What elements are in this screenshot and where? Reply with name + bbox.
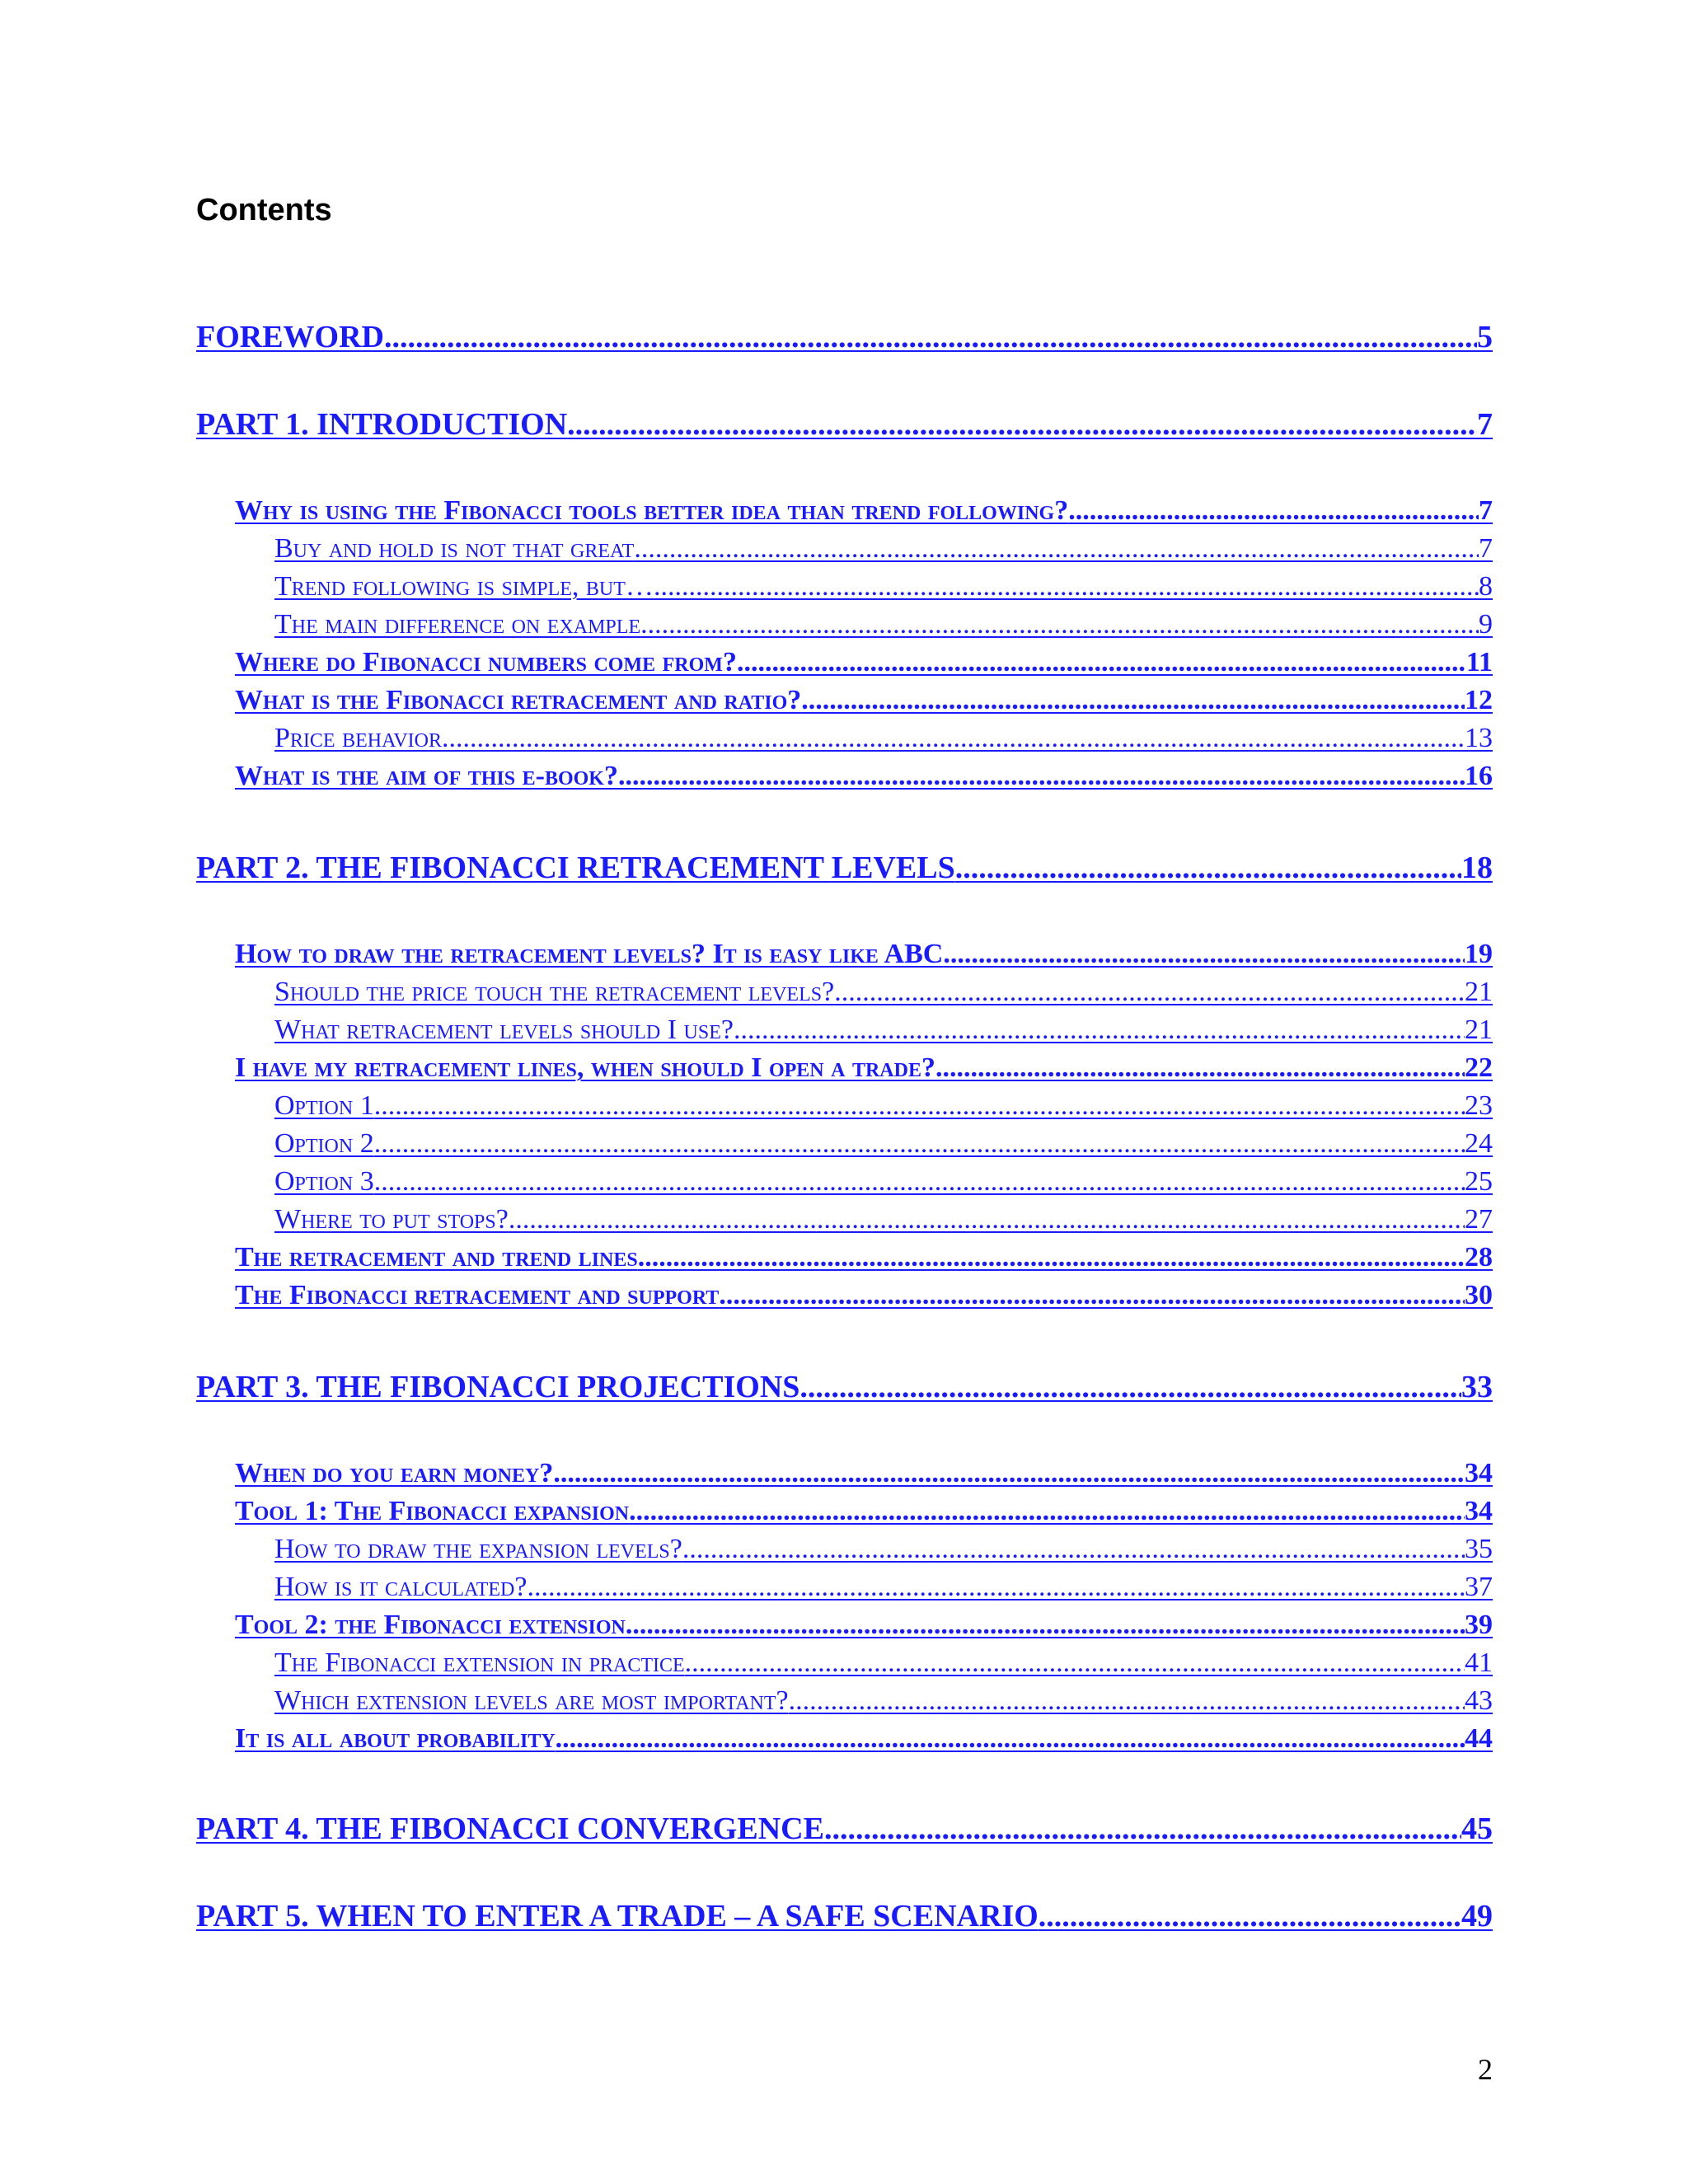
toc-entry-title: PART 5. WHEN TO ENTER A TRADE – A SAFE SCENARIO <box>196 1899 1039 1933</box>
toc-entry-page: 45 <box>1461 1811 1493 1846</box>
toc-entry-level-2 <box>0 1496 1688 1532</box>
toc-entry-page: 22 <box>1465 1052 1493 1083</box>
toc-entry-level-3 <box>0 1015 1688 1051</box>
toc-entry-page: 21 <box>1465 977 1493 1007</box>
toc-entry-title: What retracement levels should I use? <box>274 1015 734 1045</box>
toc-entry-level-2 <box>0 685 1688 721</box>
dot-leader <box>374 1166 1465 1197</box>
toc-entry-title: The Fibonacci retracement and support <box>235 1280 720 1310</box>
dot-leader <box>509 1204 1465 1235</box>
dot-leader <box>834 977 1465 1008</box>
toc-entry-page: 18 <box>1461 851 1493 885</box>
dot-leader <box>638 1242 1465 1273</box>
page-number: 2 <box>1478 2053 1493 2086</box>
toc-entry-title: How to draw the expansion levels? <box>274 1534 682 1564</box>
toc-link[interactable] <box>274 1204 1493 1235</box>
toc-entry-title: Price behavior <box>274 723 442 753</box>
toc-entry-page: 44 <box>1465 1723 1493 1754</box>
dot-leader <box>799 1369 1461 1405</box>
dot-leader <box>634 533 1479 565</box>
toc-link[interactable] <box>274 1128 1493 1160</box>
dot-leader <box>935 1052 1465 1084</box>
toc-link[interactable] <box>196 850 1493 886</box>
toc-entry-title: Option 1 <box>274 1090 374 1121</box>
toc-link[interactable] <box>274 723 1493 754</box>
toc-entry-page: 34 <box>1465 1496 1493 1526</box>
toc-entry-level-3 <box>0 1685 1688 1722</box>
toc-link[interactable] <box>235 1280 1493 1311</box>
toc-entry-title: I have my retracement lines, when should I open a trade? <box>235 1052 935 1083</box>
toc-link[interactable] <box>274 1090 1493 1122</box>
toc-link[interactable] <box>274 609 1493 640</box>
dot-leader <box>384 319 1477 355</box>
toc-entry-page: 30 <box>1465 1280 1493 1310</box>
toc-entry-page: 33 <box>1461 1370 1493 1404</box>
toc-entry-page: 8 <box>1479 571 1493 602</box>
toc-entry-page: 11 <box>1465 647 1493 677</box>
toc-link[interactable] <box>274 533 1493 565</box>
toc-entry-level-2 <box>0 647 1688 683</box>
toc-entry-title: PART 3. THE FIBONACCI PROJECTIONS <box>196 1370 800 1404</box>
toc-entry-title: Tool 2: the Fibonacci extension <box>235 1610 626 1640</box>
dot-leader <box>734 1015 1465 1046</box>
toc-link[interactable] <box>274 1534 1493 1565</box>
toc-entry-page: 27 <box>1465 1204 1493 1235</box>
toc-entry-title: When do you earn money? <box>235 1458 554 1488</box>
toc-entry-title: Where to put stops? <box>274 1204 509 1235</box>
toc-entry-level-2 <box>0 1458 1688 1494</box>
toc-entry-level-3 <box>0 1166 1688 1202</box>
dot-leader <box>629 1496 1465 1527</box>
toc-entry-title: Trend following is simple, but… <box>274 571 654 602</box>
toc-entry-title: How to draw the retracement levels? It is easy like ABC <box>235 939 944 969</box>
toc-link[interactable] <box>235 1242 1493 1273</box>
toc-entry-title: Option 2 <box>274 1128 374 1159</box>
toc-entry-page: 39 <box>1465 1610 1493 1640</box>
dot-leader <box>374 1128 1465 1160</box>
dot-leader <box>442 723 1465 754</box>
toc-entry-page: 19 <box>1465 939 1493 969</box>
toc-entry-level-3 <box>0 723 1688 759</box>
toc-entry-page: 49 <box>1461 1899 1493 1933</box>
toc-entry-title: Option 3 <box>274 1166 374 1197</box>
toc-entry-level-3 <box>0 571 1688 607</box>
toc-entry-page: 23 <box>1465 1090 1493 1121</box>
toc-link[interactable] <box>274 1685 1493 1717</box>
toc-link[interactable] <box>235 1723 1493 1755</box>
toc-entry-level-3 <box>0 533 1688 569</box>
toc-entry-level-2 <box>0 1052 1688 1089</box>
contents-heading: Contents <box>196 193 332 227</box>
toc-entry-page: 13 <box>1465 723 1493 753</box>
toc-entry-level-1 <box>0 1369 1688 1410</box>
dot-leader <box>737 647 1466 678</box>
toc-entry-title: It is all about probability <box>235 1723 556 1754</box>
dot-leader <box>824 1811 1461 1847</box>
toc-link[interactable] <box>196 406 1493 443</box>
toc-entry-page: 7 <box>1479 533 1493 564</box>
dot-leader <box>1068 495 1479 527</box>
toc-entry-level-1 <box>0 319 1688 360</box>
toc-link[interactable] <box>235 1496 1493 1527</box>
toc-entry-level-3 <box>0 977 1688 1013</box>
dot-leader <box>682 1534 1465 1565</box>
toc-entry-title: Where do Fibonacci numbers come from? <box>235 647 737 677</box>
toc-entry-title: Tool 1: The Fibonacci expansion <box>235 1496 630 1526</box>
toc-entry-level-2 <box>0 495 1688 532</box>
toc-link[interactable] <box>274 1015 1493 1046</box>
toc-entry-level-3 <box>0 1090 1688 1127</box>
toc-entry-title: What is the aim of this e-book? <box>235 761 618 791</box>
toc-link[interactable] <box>196 1811 1493 1847</box>
dot-leader <box>955 850 1461 886</box>
toc-entry-level-3 <box>0 1204 1688 1240</box>
dot-leader <box>943 939 1465 970</box>
toc-entry-level-2 <box>0 939 1688 975</box>
toc-entry-page: 37 <box>1465 1572 1493 1602</box>
toc-entry-level-3 <box>0 1128 1688 1165</box>
toc-entry-level-3 <box>0 609 1688 645</box>
toc-entry-page: 34 <box>1465 1458 1493 1488</box>
toc-entry-page: 7 <box>1477 407 1493 442</box>
toc-link[interactable] <box>235 685 1493 716</box>
toc-link[interactable] <box>274 1647 1493 1679</box>
dot-leader <box>801 685 1465 716</box>
dot-leader <box>618 761 1465 792</box>
dot-leader <box>640 609 1479 640</box>
toc-entry-title: Buy and hold is not that great <box>274 533 635 564</box>
toc-entry-level-3 <box>0 1534 1688 1570</box>
dot-leader <box>654 571 1479 602</box>
toc-entry-page: 21 <box>1465 1015 1493 1045</box>
toc-entry-level-1 <box>0 1811 1688 1852</box>
toc-entry-level-2 <box>0 761 1688 797</box>
toc-entry-page: 12 <box>1465 685 1493 715</box>
toc-entry-page: 28 <box>1465 1242 1493 1272</box>
toc-link[interactable] <box>196 1898 1493 1934</box>
toc-entry-level-2 <box>0 1610 1688 1646</box>
dot-leader <box>567 406 1477 443</box>
toc-link[interactable] <box>235 939 1493 970</box>
toc-entry-page: 35 <box>1465 1534 1493 1564</box>
toc-entry-title: The main difference on example <box>274 609 641 640</box>
toc-entry-page: 9 <box>1479 609 1493 640</box>
dot-leader <box>553 1458 1465 1489</box>
toc-entry-title: PART 2. THE FIBONACCI RETRACEMENT LEVELS <box>196 851 955 885</box>
toc-entry-title: The retracement and trend lines <box>235 1242 638 1272</box>
toc-entry-title: The Fibonacci extension in practice <box>274 1647 685 1678</box>
toc-entry-page: 16 <box>1465 761 1493 791</box>
toc-entry-level-1 <box>0 850 1688 891</box>
toc-entry-level-2 <box>0 1280 1688 1316</box>
dot-leader <box>374 1090 1465 1122</box>
toc-entry-level-2 <box>0 1723 1688 1760</box>
toc-entry-page: 5 <box>1477 320 1493 354</box>
toc-link[interactable] <box>235 1052 1493 1084</box>
toc-link[interactable] <box>274 571 1493 602</box>
toc-link[interactable] <box>235 1458 1493 1489</box>
toc-entry-level-3 <box>0 1572 1688 1608</box>
toc-link[interactable] <box>274 1572 1493 1603</box>
toc-link[interactable] <box>274 1166 1493 1197</box>
toc-entry-level-1 <box>0 1898 1688 1939</box>
toc-link[interactable] <box>235 761 1493 792</box>
toc-entry-title: Which extension levels are most important? <box>274 1685 789 1716</box>
toc-entry-page: 41 <box>1465 1647 1493 1678</box>
toc-entry-title: Should the price touch the retracement levels? <box>274 977 835 1007</box>
toc-entry-title: Why is using the Fibonacci tools better idea than trend following? <box>235 495 1069 526</box>
toc-entry-title: How is it calculated? <box>274 1572 528 1602</box>
dot-leader <box>719 1280 1465 1311</box>
toc-entry-title: PART 1. INTRODUCTION <box>196 407 568 442</box>
toc-entry-level-1 <box>0 406 1688 448</box>
toc-entry-page: 7 <box>1479 495 1493 526</box>
toc-link[interactable] <box>196 319 1493 355</box>
dot-leader <box>1039 1898 1461 1934</box>
toc-entry-page: 43 <box>1465 1685 1493 1716</box>
toc-entry-title: FOREWORD <box>196 320 384 354</box>
toc-entry-page: 25 <box>1465 1166 1493 1197</box>
toc-link[interactable] <box>274 977 1493 1008</box>
dot-leader <box>556 1723 1465 1755</box>
dot-leader <box>685 1647 1465 1679</box>
toc-entry-title: What is the Fibonacci retracement and ratio? <box>235 685 802 715</box>
dot-leader <box>527 1572 1465 1603</box>
toc-entry-title: PART 4. THE FIBONACCI CONVERGENCE <box>196 1811 824 1846</box>
toc-link[interactable] <box>235 1610 1493 1641</box>
dot-leader <box>789 1685 1465 1717</box>
toc-entry-page: 24 <box>1465 1128 1493 1159</box>
toc-entry-level-3 <box>0 1647 1688 1684</box>
toc-link[interactable] <box>196 1369 1493 1405</box>
toc-link[interactable] <box>235 495 1493 527</box>
dot-leader <box>626 1610 1465 1641</box>
toc-entry-level-2 <box>0 1242 1688 1278</box>
toc-link[interactable] <box>235 647 1493 678</box>
